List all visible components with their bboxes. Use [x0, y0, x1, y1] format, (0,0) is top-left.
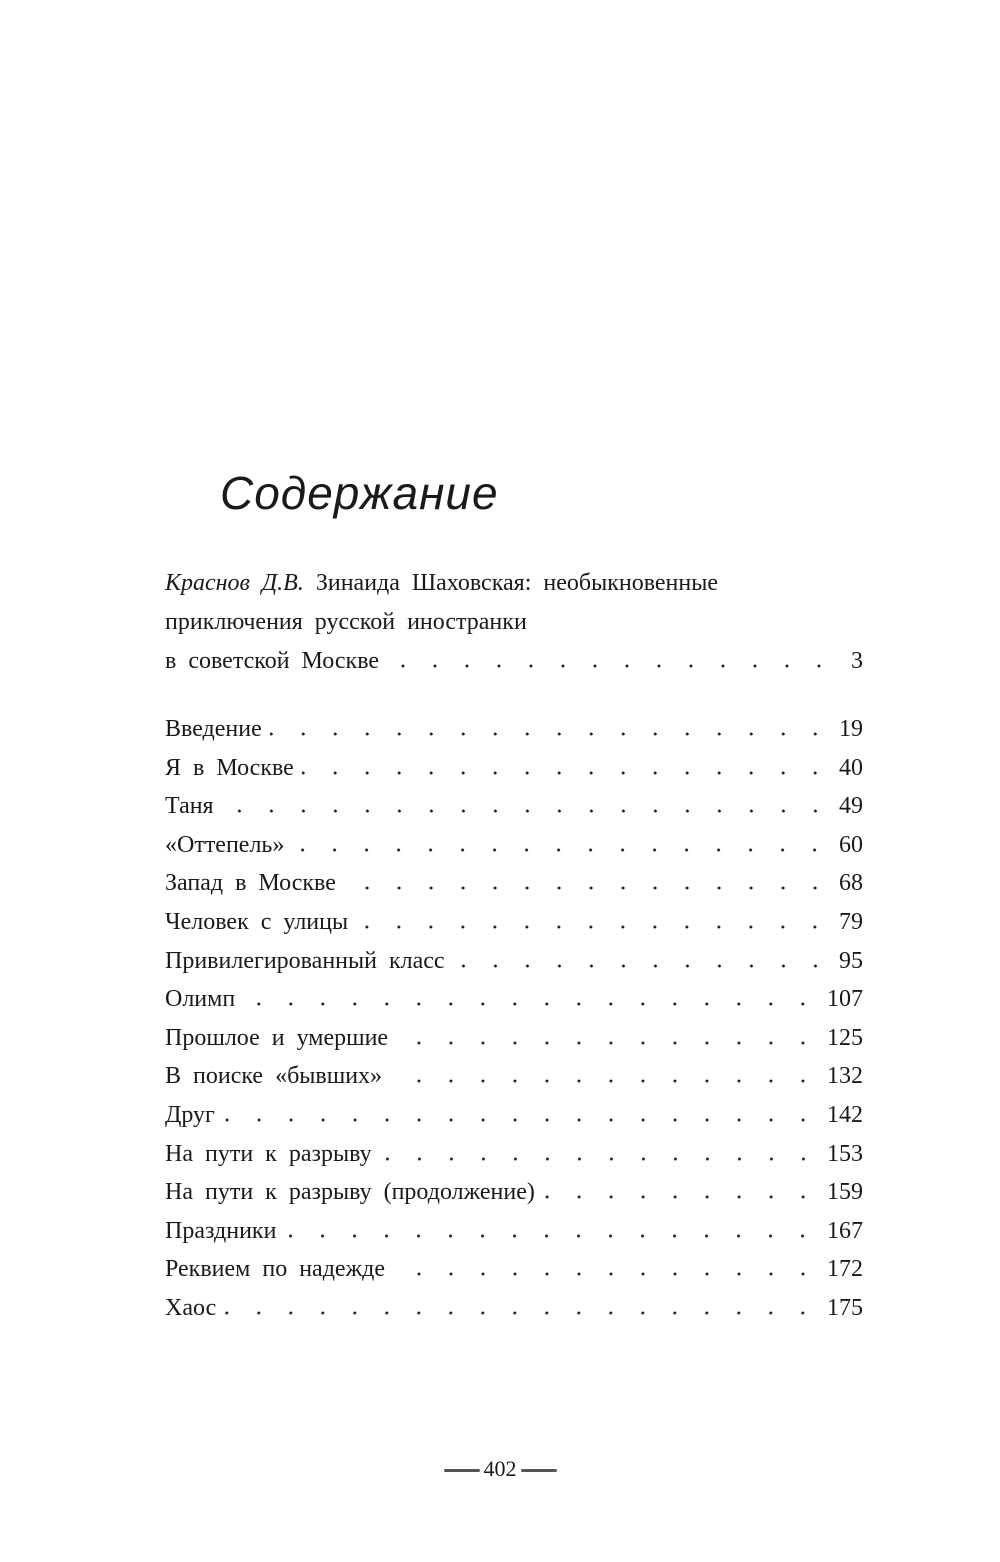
- toc-entry-label: Хаос: [165, 1294, 217, 1321]
- dot-leader: [223, 1118, 819, 1122]
- toc-entry-label: Таня: [165, 793, 214, 820]
- toc-entry-page: 142: [827, 1101, 863, 1128]
- dot-leader: [543, 1195, 819, 1199]
- toc-entry: [165, 1141, 863, 1180]
- toc-entry: [165, 1025, 863, 1064]
- toc-entry-label: «Оттепель»: [165, 831, 285, 858]
- toc-entry: [165, 870, 863, 909]
- toc-entry-page: 175: [827, 1294, 863, 1321]
- dot-leader: [387, 664, 835, 668]
- dot-leader: [222, 809, 831, 813]
- toc-entry-page: 95: [839, 947, 863, 974]
- toc-entry-label: На пути к разрыву: [165, 1140, 372, 1167]
- intro-line1: Зинаида Шаховская: необыкновенные: [315, 570, 719, 596]
- toc-entry-page: 107: [827, 986, 863, 1013]
- dot-leader: [284, 1234, 819, 1238]
- toc-entry-label: Прошлое и умершие: [165, 1024, 389, 1051]
- toc-entry-page: 132: [827, 1063, 863, 1090]
- toc-entry: [165, 1179, 863, 1218]
- dot-leader: [302, 771, 831, 775]
- toc-entry-label: Олимп: [165, 986, 236, 1013]
- toc-entry-label: Запад в Москве: [165, 870, 336, 897]
- toc-entry-label: На пути к разрыву (продолжение): [165, 1179, 535, 1206]
- toc-entry: [165, 716, 863, 755]
- toc-list: [165, 716, 863, 1334]
- toc-entry: [165, 986, 863, 1025]
- toc-entry: [165, 832, 863, 871]
- folio-text: 402: [483, 1456, 517, 1481]
- toc-entry-page: 159: [827, 1179, 863, 1206]
- dot-leader: [292, 848, 831, 852]
- toc-entry-page: 167: [827, 1217, 863, 1244]
- dot-leader: [396, 1041, 819, 1045]
- toc-entry-label: В поиске «бывших»: [165, 1063, 383, 1090]
- toc-entry-label: Введение: [165, 716, 262, 742]
- toc-entry: [165, 1102, 863, 1141]
- toc-entry: [165, 909, 863, 948]
- toc-entry-label: Я в Москве: [165, 754, 294, 781]
- toc-entry-label: Праздники: [165, 1217, 277, 1244]
- page-title: Содержание: [220, 467, 499, 519]
- toc-entry: [165, 755, 863, 794]
- toc-entry-page: 19: [839, 716, 863, 742]
- toc-entry-label: Привилегированный класс: [165, 947, 445, 974]
- toc-entry-page: 49: [839, 793, 863, 820]
- dot-leader: [344, 886, 831, 890]
- page-number: [0, 1456, 1000, 1482]
- dot-leader: [224, 1311, 819, 1315]
- toc-entry-page: 172: [827, 1256, 863, 1283]
- toc-entry-page: 60: [839, 831, 863, 858]
- intro-page: 3: [851, 648, 863, 674]
- dot-leader: [243, 1002, 819, 1006]
- folio-ornament: [521, 1469, 557, 1472]
- toc-intro-entry: [165, 564, 863, 681]
- toc-entry-label: Человек с улицы: [165, 908, 349, 935]
- dot-leader: [390, 1079, 819, 1083]
- toc-entry: [165, 1218, 863, 1257]
- dot-leader: [270, 732, 831, 736]
- dot-leader: [393, 1272, 819, 1276]
- intro-line2: приключения русской иностранки: [165, 609, 527, 635]
- dot-leader: [453, 964, 831, 968]
- intro-author: Краснов Д.В.: [165, 570, 304, 596]
- toc-entry: [165, 948, 863, 987]
- toc-entry-page: 153: [827, 1140, 863, 1167]
- toc-entry: [165, 1063, 863, 1102]
- toc-entry-page: 68: [839, 870, 863, 897]
- toc-entry: [165, 793, 863, 832]
- dot-leader: [380, 1157, 819, 1161]
- dot-leader: [356, 925, 831, 929]
- toc-entry-page: 125: [827, 1024, 863, 1051]
- toc-entry-label: Друг: [165, 1101, 215, 1128]
- folio-ornament: [444, 1469, 480, 1472]
- toc-entry-page: 79: [839, 908, 863, 935]
- toc-entry: [165, 1256, 863, 1295]
- toc-entry: [165, 1295, 863, 1334]
- intro-line3: в советской Москве: [165, 648, 380, 674]
- toc-entry-label: Реквием по надежде: [165, 1256, 386, 1283]
- toc-entry-page: 40: [839, 754, 863, 781]
